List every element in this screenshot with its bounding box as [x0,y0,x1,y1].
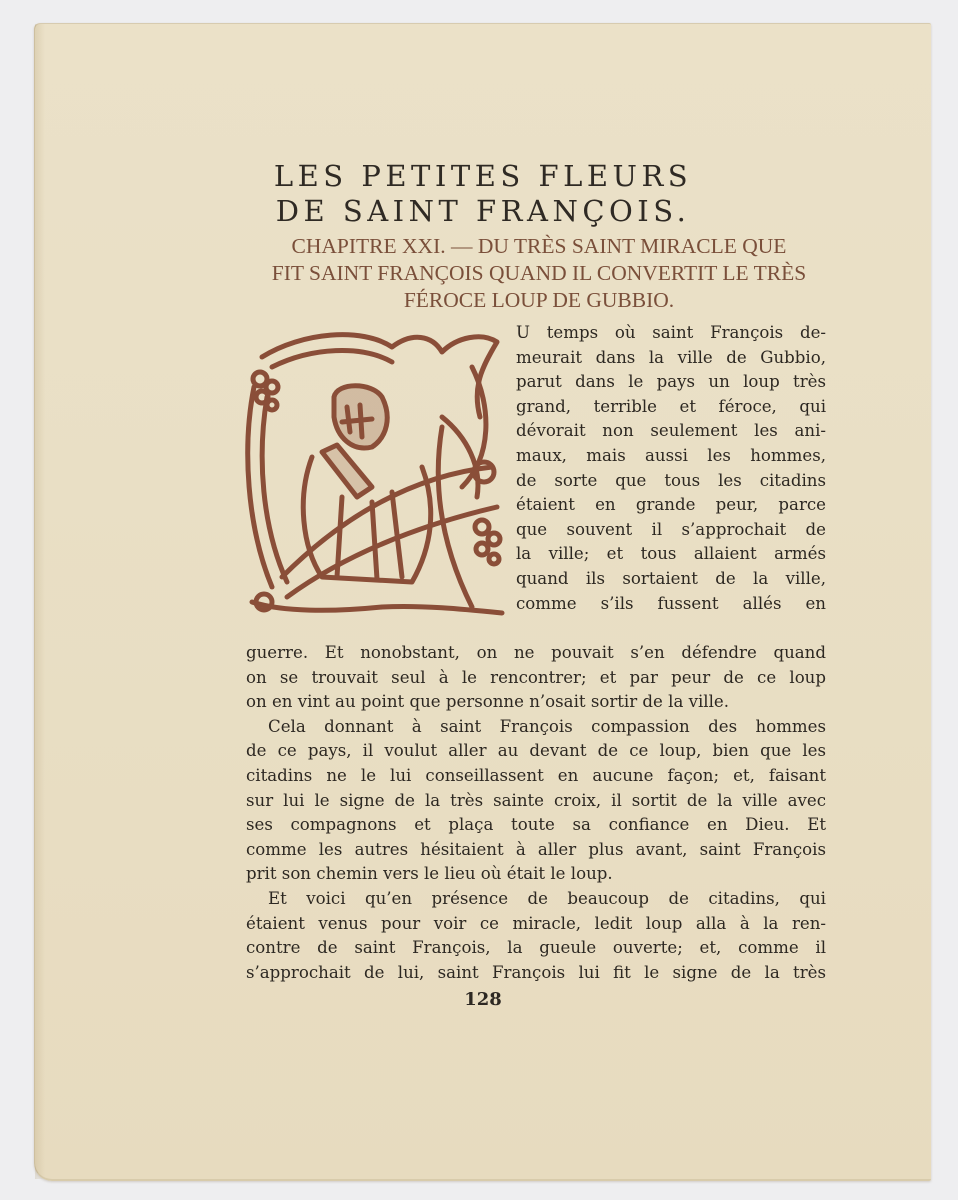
chapter-heading [244,233,834,314]
text-line: contre de saint François, la gueule ouverte; et, comme il [246,938,826,958]
text-line: comme les autres hésitaient à aller plus avant, saint François [246,839,826,859]
text-line: on en vint au point que personne n’osait sortir de la ville. [246,692,730,712]
text-line: la ville; et tous allaient armés [516,544,826,564]
ornamental-initial-icon [242,327,506,619]
text-line: dévorait non seulement les ani- [516,421,826,441]
text-line: U temps où saint François de- [516,323,826,342]
text-line: guerre. Et nonobstant, on ne pouvait s’en défendre quand [246,643,826,662]
text-line: meurait dans la ville de Gubbio, [516,347,826,367]
text-line: ses compagnons et plaça toute sa confiance en Dieu. Et [246,815,826,835]
text-line: quand ils sortaient de la ville, [516,568,826,588]
text-line: on se trouvait seul à le rencontrer; et par peur de ce loup [246,667,826,687]
text-line: Cela donnant à saint François compassion des hommes [268,716,826,736]
text-line: parut dans le pays un loup très [516,372,826,392]
page-title-line-1: LES PETITES FLEURS [273,159,693,193]
text-line: comme s’ils fussent allés en [516,593,826,613]
text-line: grand, terrible et féroce, qui [516,396,826,416]
text-line: étaient venus pour voir ce miracle, ledit loup alla à la ren- [246,913,826,933]
text-line: citadins ne le lui conseillassent en aucune façon; et, faisant [246,765,826,785]
page-number: 128 [464,989,502,1010]
text-line: maux, mais aussi les hommes, [516,445,826,465]
chapter-heading-line: FIT SAINT FRANÇOIS QUAND IL CONVERTIT LE TRÈS [271,261,807,285]
wrapped-paragraph [516,321,826,616]
text-line: étaient en grande peur, parce [516,495,826,515]
text-line: sur lui le signe de la très sainte croix, il sortit de la ville avec [246,790,826,810]
text-line: de sorte que tous les citadins [516,470,826,490]
text-line: que souvent il s’approchait de [516,519,826,539]
text-line: de ce pays, il voulut aller au devant de ce loup, bien que les [246,741,826,761]
text-line: prit son chemin vers le lieu où était le loup. [246,864,613,884]
chapter-heading-line: CHAPITRE XXI. — DU TRÈS SAINT MIRACLE QUE [291,234,787,258]
full-width-paragraphs [246,641,826,985]
text-line: Et voici qu’en présence de beaucoup de citadins, qui [268,888,826,908]
text-line: s’approchait de lui, saint François lui fit le signe de la très [246,962,826,982]
page-title-line-2: DE SAINT FRANÇOIS. [275,194,691,228]
chapter-heading-line: FÉROCE LOUP DE GUBBIO. [403,288,675,312]
book-page [34,23,931,1181]
